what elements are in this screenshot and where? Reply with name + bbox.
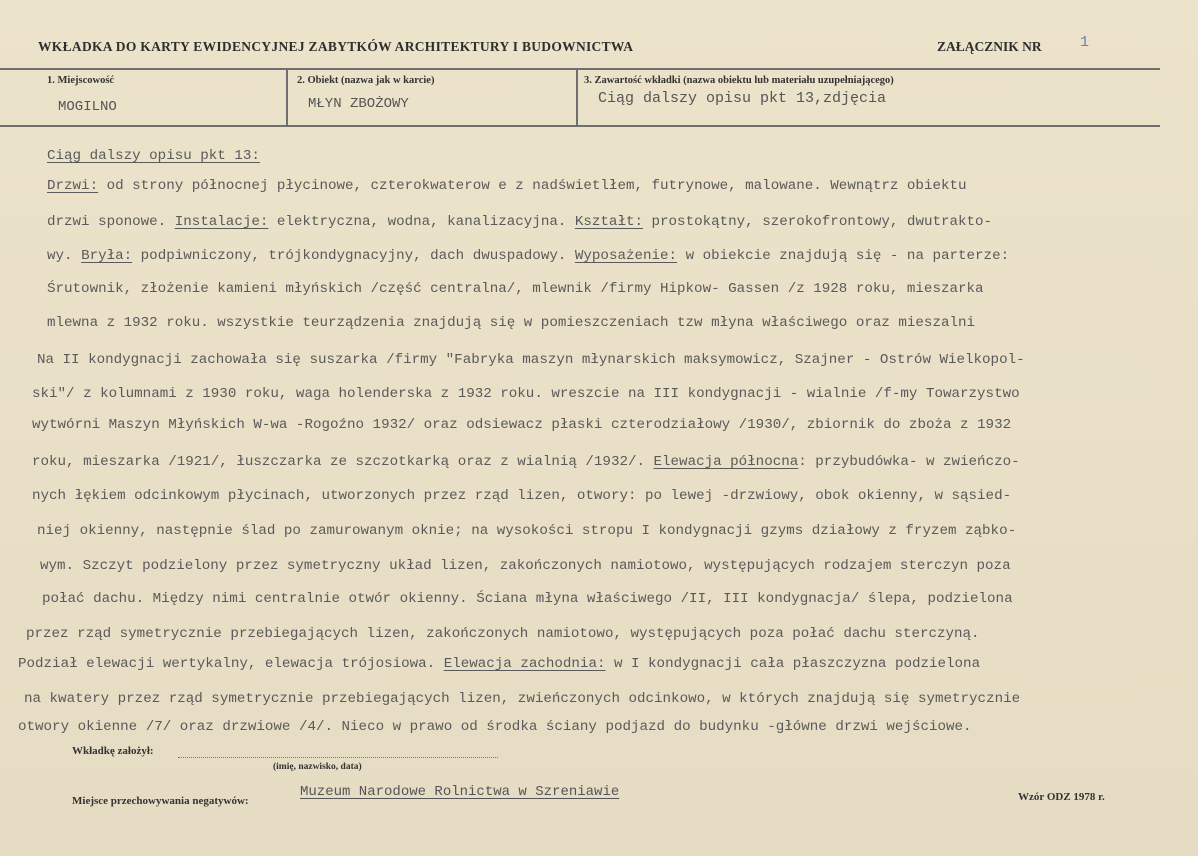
description-line: otwory okienne /7/ oraz drzwiowe /4/. Nieco w prawo od środka ściany podjazd do budynku -główne drzwi wejściowe. bbox=[18, 719, 972, 735]
description-line: wytwórni Maszyn Młyńskich W-wa -Rogoźno 1932/ oraz odsiewacz płaski czterodziałowy /1930/, zbiornik do zboża z 1932 bbox=[32, 417, 1012, 433]
header-divider bbox=[0, 68, 1160, 70]
line-text: od strony północnej płycinowe, czterokwaterow e z nadświetlłem, futrynowe, malowane. Wewnątrz obiektu bbox=[98, 178, 967, 194]
inserted-by-label: Wkładkę założył: bbox=[72, 745, 154, 757]
annex-label: ZAŁĄCZNIK NR bbox=[937, 39, 1042, 54]
negatives-value: Muzeum Narodowe Rolnictwa w Szreniawie bbox=[300, 784, 620, 800]
locality-label: 1. Miejscowość bbox=[47, 75, 115, 86]
negatives-label: Miejsce przechowywania negatywów: bbox=[72, 795, 249, 807]
line-text: podpiwniczony, trójkondygnacyjny, dach dwuspadowy. bbox=[132, 248, 575, 264]
annex-number: 1 bbox=[1080, 34, 1090, 51]
fields-divider bbox=[0, 125, 1160, 127]
contents-label: 3. Zawartość wkładki (nazwa obiektu lub materiału uzupełniającego) bbox=[584, 75, 894, 86]
form-title: WKŁADKA DO KARTY EWIDENCYJNEJ ZABYTKÓW ARCHITEKTURY I BUDOWNICTWA bbox=[38, 39, 634, 54]
description-line: nych łękiem odcinkowym płycinach, utworzonych przez rząd lizen, otwory: po lewej -drzwiowy, obok okienny, w sąsied- bbox=[32, 488, 1012, 504]
description-heading bbox=[47, 148, 260, 164]
locality-value: MOGILNO bbox=[58, 99, 117, 115]
line-text: drzwi sponowe. bbox=[47, 214, 175, 230]
heading-doors: Drzwi: bbox=[47, 178, 99, 194]
description-line bbox=[47, 178, 967, 194]
line-text: Podział elewacji wertykalny, elewacja trójosiowa. bbox=[18, 656, 444, 672]
description-line: mlewna z 1932 roku. wszystkie teurządzenia znajdują się w pomieszczeniach tzw młyna właściwego oraz mieszalni bbox=[47, 315, 976, 331]
description-line: wym. Szczyt podzielony przez symetryczny układ lizen, zakończonych namiotowo, występujących rodzajem sterczyn poza bbox=[40, 558, 1011, 574]
description-line: Na II kondygnacji zachowała się suszarka /firmy "Fabryka maszyn młynarskich maksymowicz, Szajner - Ostrów Wielkopol- bbox=[37, 352, 1025, 368]
form-reference: Wzór ODZ 1978 r. bbox=[1018, 791, 1105, 803]
description-line: na kwatery przez rząd symetrycznie przebiegających lizen, zwieńczonych odcinkowo, w których znajdują się symetrycznie bbox=[24, 691, 1021, 707]
heading-equipment: Wyposażenie: bbox=[574, 248, 678, 264]
description-line bbox=[18, 656, 980, 672]
heading-text: Ciąg dalszy opisu pkt 13: bbox=[47, 148, 260, 164]
description-line bbox=[47, 248, 1009, 264]
description-line: niej okienny, następnie ślad po zamurowanym oknie; na wysokości stropu I kondygnacji gzyms działowy z fryzem ząbko- bbox=[37, 523, 1017, 539]
object-value: MŁYN ZBOŻOWY bbox=[308, 96, 409, 112]
inserted-by-hint: (imię, nazwisko, data) bbox=[273, 762, 362, 772]
line-text: wy. bbox=[47, 248, 82, 264]
heading-west-elevation: Elewacja zachodnia: bbox=[443, 656, 606, 672]
object-label: 2. Obiekt (nazwa jak w karcie) bbox=[297, 75, 435, 86]
heading-body: Bryła: bbox=[81, 248, 133, 264]
line-text: w I kondygnacji cała płaszczyzna podzielona bbox=[605, 656, 981, 672]
description-line bbox=[47, 214, 992, 230]
line-text: elektryczna, wodna, kanalizacyjna. bbox=[268, 214, 575, 230]
heading-north-elevation: Elewacja północna bbox=[653, 454, 799, 470]
line-text: prostokątny, szerokofrontowy, dwutrakto- bbox=[643, 214, 993, 230]
field-separator-2 bbox=[576, 68, 578, 126]
line-text: roku, mieszarka /1921/, łuszczarka ze szczotkarką oraz z wialnią /1932/. bbox=[32, 454, 654, 470]
description-line: połać dachu. Między nimi centralnie otwór okienny. Ściana młyna właściwego /II, III kondygnacja/ ślepa, podzielona bbox=[42, 591, 1013, 607]
field-separator-1 bbox=[286, 68, 288, 126]
description-line: ski"/ z kolumnami z 1930 roku, waga holenderska z 1932 roku. wreszcie na III kondygnacji - wialnie /f-my Towarzystwo bbox=[32, 386, 1020, 402]
contents-value: Ciąg dalszy opisu pkt 13,zdjęcia bbox=[598, 90, 887, 107]
line-text: w obiekcie znajdują się - na parterze: bbox=[677, 248, 1010, 264]
heading-installations: Instalacje: bbox=[174, 214, 269, 230]
description-line: przez rząd symetrycznie przebiegających lizen, zakończonych namiotowo, występujących poza połać dachu sterczyną. bbox=[26, 626, 980, 642]
description-line: Śrutownik, złożenie kamieni młyńskich /część centralna/, mlewnik /firmy Hipkow- Gassen /z 1928 roku, mieszarka bbox=[47, 281, 984, 297]
line-text: : przybudówka- w zwieńczo- bbox=[798, 454, 1020, 470]
inserted-by-line bbox=[178, 757, 498, 758]
heading-shape: Kształt: bbox=[574, 214, 643, 230]
description-line bbox=[32, 454, 1020, 470]
